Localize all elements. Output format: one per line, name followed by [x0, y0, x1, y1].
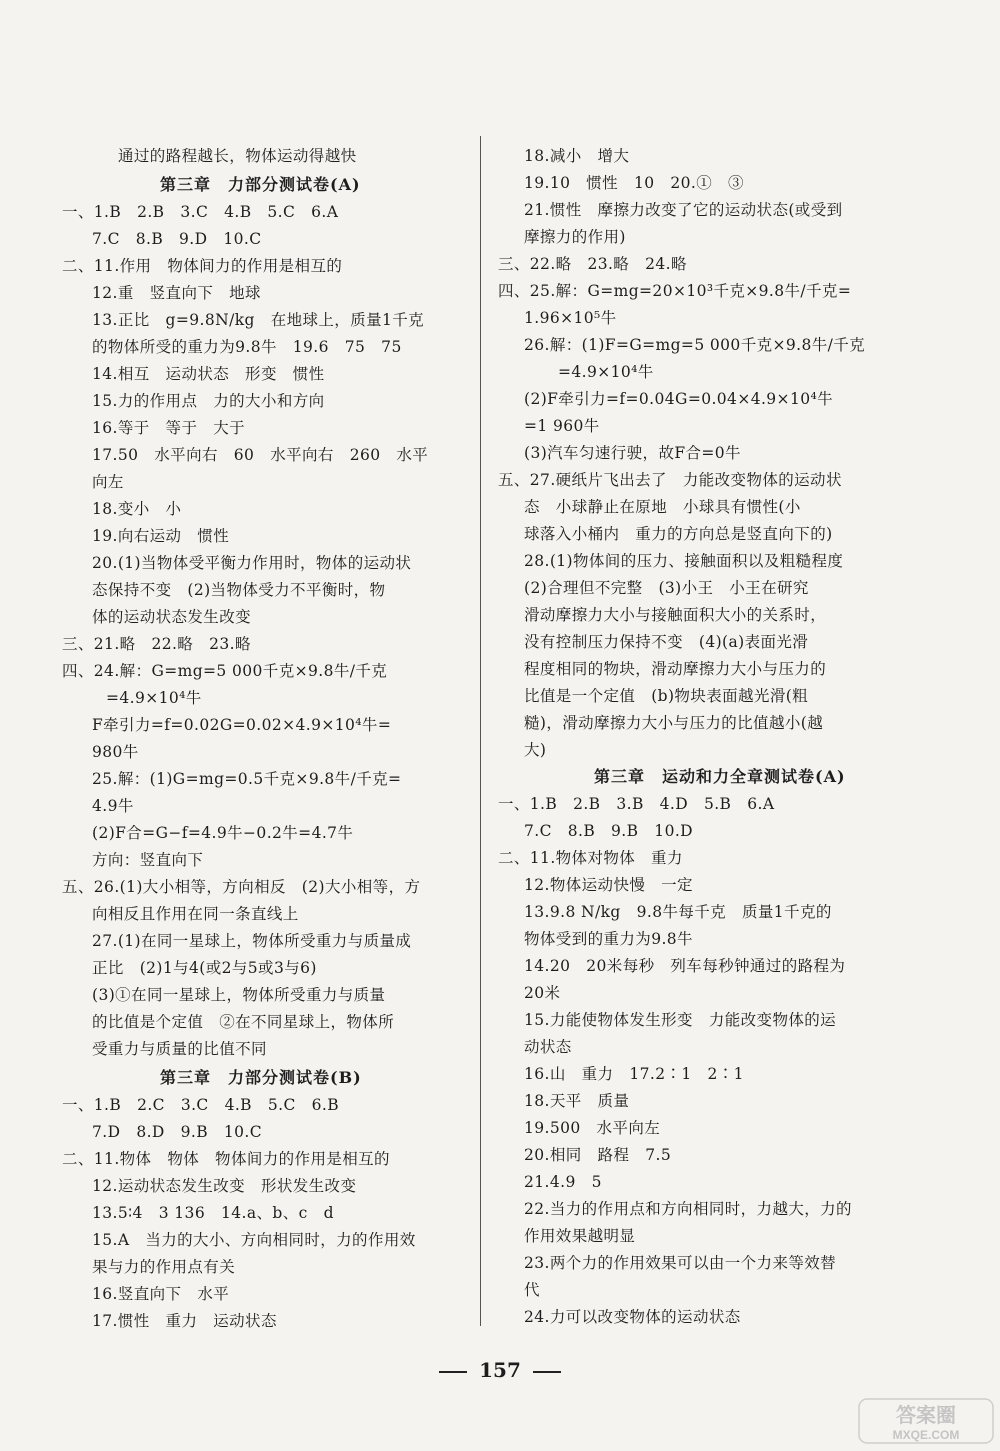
text-line: 糙)，滑动摩擦力大小与压力的比值越小(越	[524, 714, 824, 732]
text-line: 19.10 惯性 10 20.① ③	[524, 174, 744, 192]
text-line: 大)	[524, 741, 547, 759]
page-number	[0, 1358, 1000, 1382]
text-line: 18.天平 质量	[524, 1092, 630, 1110]
text-line: 13.5∶4 3 136 14.a、b、c d	[92, 1204, 334, 1222]
watermark-logo	[858, 1398, 994, 1444]
text-line: 7.D 8.D 9.B 10.C	[92, 1123, 263, 1141]
text-line: (2)F牵引力=f=0.04G=0.04×4.9×10⁴牛	[524, 390, 833, 408]
text-line: 12.运动状态发生改变 形状发生改变	[92, 1177, 357, 1195]
text-line: 27.(1)在同一星球上，物体所受重力与质量成	[92, 932, 412, 950]
text-line: 球落入小桶内 重力的方向总是竖直向下的)	[524, 525, 833, 543]
text-line: 五、26.(1)大小相等，方向相反 (2)大小相等，方	[62, 878, 421, 896]
text-line: 19.500 水平向左	[524, 1119, 661, 1137]
text-line: 摩擦力的作用)	[524, 228, 626, 246]
text-line: 一、1.B 2.B 3.C 4.B 5.C 6.A	[62, 203, 339, 221]
text-line: 向左	[92, 473, 124, 491]
text-line: 14.相互 运动状态 形变 惯性	[92, 365, 325, 383]
text-line: 15.A 当力的大小、方向相同时，力的作用效	[92, 1231, 416, 1249]
text-line: 13.9.8 N/kg 9.8牛每千克 质量1千克的	[524, 903, 832, 921]
text-line: 四、25.解：G=mg=20×10³千克×9.8牛/千克=	[498, 282, 852, 300]
text-line: 物体受到的重力为9.8牛	[524, 930, 693, 948]
text-line: 二、11.物体对物体 重力	[498, 849, 683, 867]
text-line: 19.向右运动 惯性	[92, 527, 230, 545]
page-number-text: 157	[479, 1358, 521, 1382]
text-line: 比值是一个定值 (b)物块表面越光滑(粗	[524, 687, 809, 705]
text-line: 20米	[524, 984, 561, 1002]
text-line: 15.力能使物体发生形变 力能改变物体的运	[524, 1011, 837, 1029]
text-line: 滑动摩擦力大小与接触面积大小的关系时，	[524, 606, 827, 624]
text-line: 15.力的作用点 力的大小和方向	[92, 392, 325, 410]
text-line: =4.9×10⁴牛	[558, 363, 654, 381]
text-line: 向相反且作用在同一条直线上	[92, 905, 299, 923]
dash-right	[533, 1371, 561, 1373]
text-line: 12.物体运动快慢 一定	[524, 876, 693, 894]
text-line: 18.变小 小	[92, 500, 182, 518]
text-line: 的物体所受的重力为9.8牛 19.6 75 75	[92, 338, 402, 356]
text-line: 20.相同 路程 7.5	[524, 1146, 672, 1164]
text-line: 一、1.B 2.B 3.B 4.D 5.B 6.A	[498, 795, 775, 813]
text-line: 18.减小 增大	[524, 147, 630, 165]
text-line: 16.山 重力 17.2∶1 2∶1	[524, 1065, 744, 1083]
text-line: 程度相同的物块，滑动摩擦力大小与压力的	[524, 660, 827, 678]
text-line: 980牛	[92, 743, 139, 761]
text-line: 21.惯性 摩擦力改变了它的运动状态(或受到	[524, 201, 843, 219]
text-line: 26.解：(1)F=G=mg=5 000千克×9.8牛/千克	[524, 336, 866, 354]
text-line: 1.96×10⁵牛	[524, 309, 617, 327]
text-line: (2)F合=G−f=4.9牛−0.2牛=4.7牛	[92, 824, 354, 842]
text-line: 态 小球静止在原地 小球具有惯性(小	[524, 498, 801, 516]
text-line: 28.(1)物体间的压力、接触面积以及粗糙程度	[524, 552, 844, 570]
text-line: 态保持不变 (2)当物体受力不平衡时，物	[92, 581, 386, 599]
text-line: 四、24.解：G=mg=5 000千克×9.8牛/千克	[62, 662, 388, 680]
text-line: 22.当力的作用点和方向相同时，力越大，力的	[524, 1200, 852, 1218]
text-line: 方向：竖直向下	[92, 851, 204, 869]
text-line: (3)①在同一星球上，物体所受重力与质量	[92, 986, 386, 1004]
section-heading: 第三章 运动和力全章测试卷(A)	[594, 767, 846, 786]
text-line: (2)合理但不完整 (3)小王 小王在研究	[524, 579, 809, 597]
text-line: 20.(1)当物体受平衡力作用时，物体的运动状	[92, 554, 412, 572]
text-line: 16.等于 等于 大于	[92, 419, 246, 437]
text-line: 17.50 水平向右 60 水平向右 260 水平	[92, 446, 429, 464]
text-line: 13.正比 g=9.8N/kg 在地球上，质量1千克	[92, 311, 425, 329]
watermark-text: 答案圈	[896, 1405, 956, 1427]
text-line: 动状态	[524, 1038, 572, 1056]
text-line: 14.20 20米每秒 列车每秒钟通过的路程为	[524, 957, 846, 975]
text-line: 代	[524, 1281, 540, 1299]
text-line: 受重力与质量的比值不同	[92, 1040, 267, 1058]
text-line: 没有控制压力保持不变 (4)(a)表面光滑	[524, 633, 809, 651]
text-line: 果与力的作用点有关	[92, 1258, 236, 1276]
text-line: 4.9牛	[92, 797, 134, 815]
text-line: 体的运动状态发生改变	[92, 608, 252, 626]
text-line: 25.解：(1)G=mg=0.5千克×9.8牛/千克=	[92, 770, 402, 788]
text-line: 24.力可以改变物体的运动状态	[524, 1308, 741, 1326]
text-line: 7.C 8.B 9.D 10.C	[92, 230, 262, 248]
text-line: 正比 (2)1与4(或2与5或3与6)	[92, 959, 317, 977]
text-line: 23.两个力的作用效果可以由一个力来等效替	[524, 1254, 837, 1272]
text-line: (3)汽车匀速行驶，故F合=0牛	[524, 444, 741, 462]
text-line: 的比值是个定值 ②在不同星球上，物体所	[92, 1013, 395, 1031]
text-line: 二、11.作用 物体间力的作用是相互的	[62, 257, 343, 275]
text-line: 三、22.略 23.略 24.略	[498, 255, 687, 273]
text-line: 三、21.略 22.略 23.略	[62, 635, 251, 653]
text-line: 作用效果越明显	[524, 1227, 636, 1245]
section-heading: 第三章 力部分测试卷(B)	[160, 1068, 362, 1087]
text-line: 17.惯性 重力 运动状态	[92, 1312, 277, 1330]
text-line: 21.4.9 5	[524, 1173, 602, 1191]
text-line: =4.9×10⁴牛	[106, 689, 202, 707]
text-line: 12.重 竖直向下 地球	[92, 284, 261, 302]
text-line: 16.竖直向下 水平	[92, 1285, 230, 1303]
column-divider	[480, 136, 481, 1326]
section-heading: 第三章 力部分测试卷(A)	[160, 175, 361, 194]
text-line: F牵引力=f=0.02G=0.02×4.9×10⁴牛=	[92, 716, 392, 734]
dash-left	[439, 1371, 467, 1373]
text-line: 二、11.物体 物体 物体间力的作用是相互的	[62, 1150, 390, 1168]
text-line: 7.C 8.B 9.B 10.D	[524, 822, 693, 840]
text-line: =1 960牛	[524, 417, 600, 435]
text-line: 一、1.B 2.C 3.C 4.B 5.C 6.B	[62, 1096, 339, 1114]
text-line: 通过的路程越长，物体运动得越快	[118, 147, 357, 165]
text-line: 五、27.硬纸片飞出去了 力能改变物体的运动状	[498, 471, 842, 489]
watermark-url: MXQE.COM	[892, 1428, 960, 1442]
